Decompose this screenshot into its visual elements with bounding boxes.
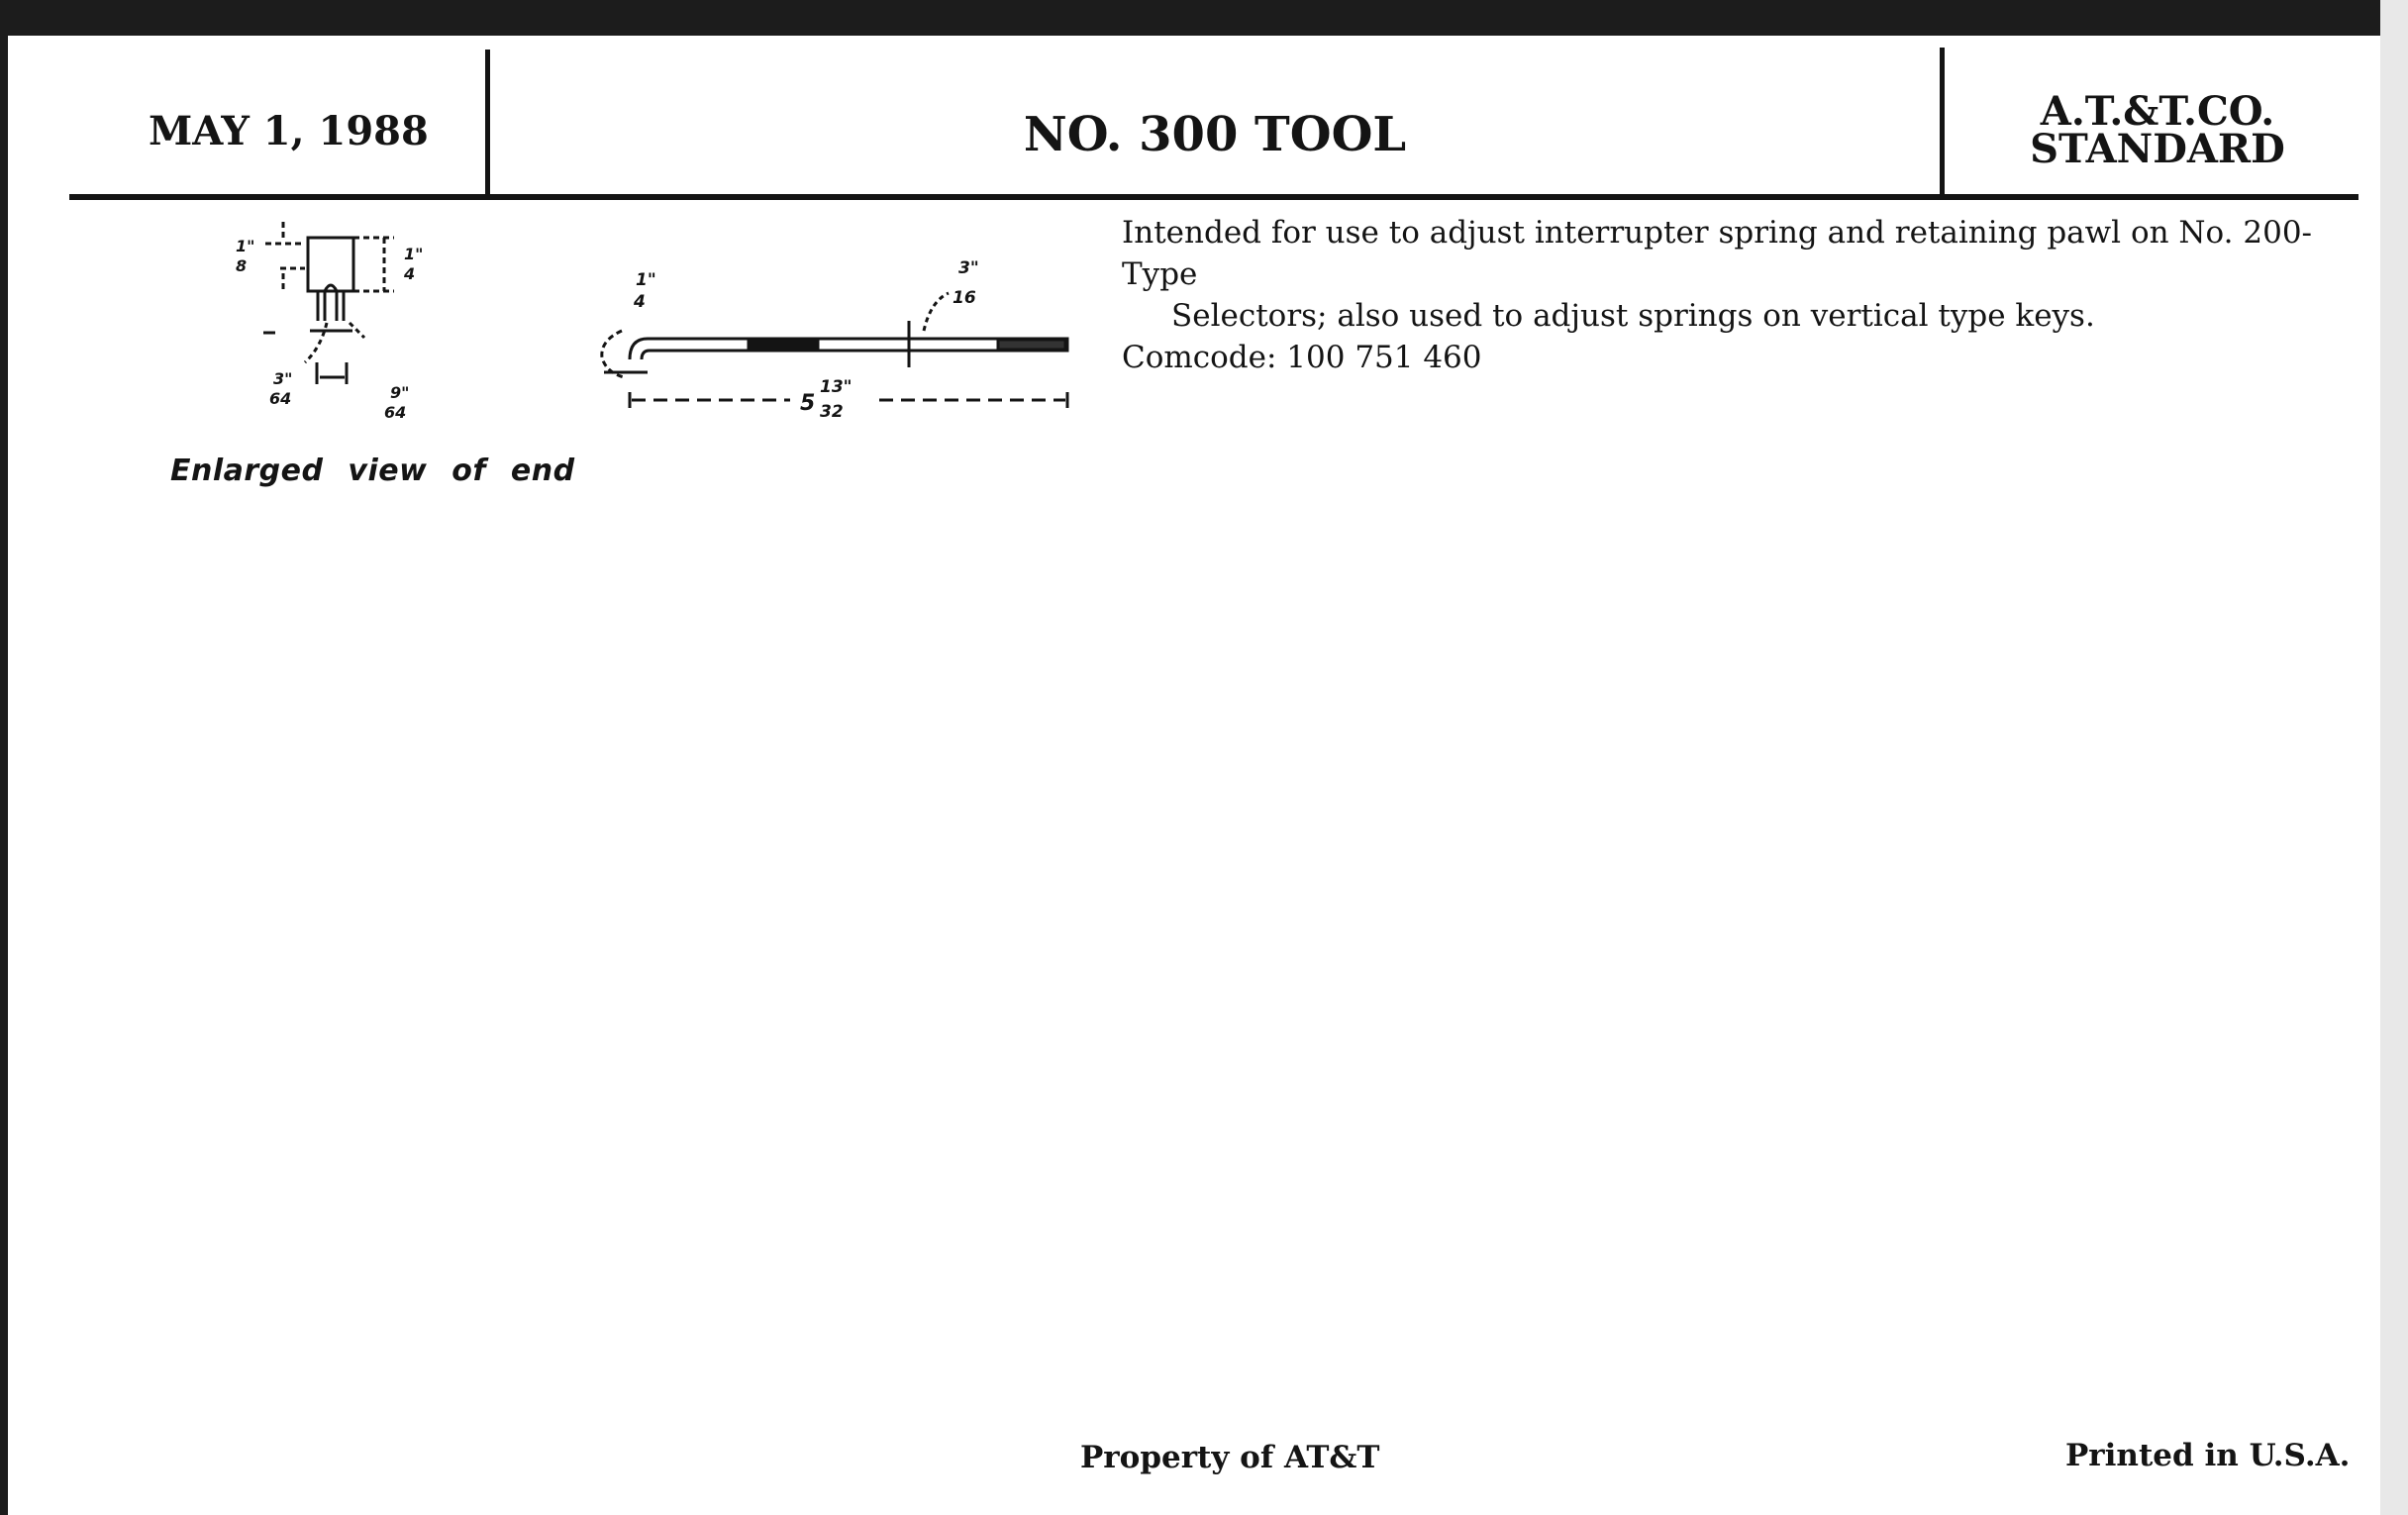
scan-edge <box>2380 0 2408 1515</box>
dim-dia-leader <box>924 293 949 331</box>
tool-description <box>1122 212 2330 378</box>
tool-knurl-1 <box>749 340 818 350</box>
footer-property: Property of AT&T <box>1080 1440 1380 1475</box>
card-title: NO. 300 TOOL <box>1023 107 1407 162</box>
description-line-1: Intended for use to adjust interrupter spring and retaining pawl on No. 200-Type <box>1122 215 2313 292</box>
footer-printed: Printed in U.S.A. <box>2065 1438 2351 1473</box>
dim-height-right <box>353 238 394 291</box>
dim-hook-num: 1" <box>636 270 656 290</box>
dim-right-num: 1" <box>404 245 424 263</box>
dim-height-top <box>265 222 305 291</box>
description-line-2: Selectors; also used to adjust springs on vertical type keys. <box>1171 298 2095 334</box>
comcode: Comcode: 100 751 460 <box>1122 340 1482 375</box>
dim-hook-leader <box>602 331 624 377</box>
dim-top-num: 1" <box>236 237 255 255</box>
dim-slot-width <box>317 362 347 384</box>
end-view-drawing <box>206 214 463 452</box>
dim-hook-den: 4 <box>634 292 646 312</box>
dim-leaders <box>305 323 364 362</box>
dim-top-den: 8 <box>236 256 248 275</box>
tool-end-outline <box>308 238 353 291</box>
dim-bottom-num: 9" <box>390 383 410 402</box>
dim-left-den: 64 <box>269 389 292 408</box>
card-date: MAY 1, 1988 <box>149 108 429 154</box>
standard-line-1: A.T.&T.CO. <box>2040 88 2275 135</box>
dim-dia-den: 16 <box>953 288 976 308</box>
dim-dia-num: 3" <box>958 258 979 278</box>
standard-line-2: STANDARD <box>2030 126 2285 172</box>
tool-knurl-2 <box>998 340 1065 350</box>
tool-side-drawing <box>582 224 1077 422</box>
end-view-caption: Enlarged view of end <box>170 454 575 488</box>
dim-bottom-den: 64 <box>384 403 407 422</box>
dim-left-num: 3" <box>273 369 293 388</box>
dim-right-den: 4 <box>404 264 416 283</box>
standard-label <box>1945 88 2370 172</box>
dim-len-den: 32 <box>820 402 844 422</box>
header-rule <box>69 194 2358 200</box>
tool-card <box>8 36 2380 1515</box>
dim-len-whole: 5 <box>800 391 816 416</box>
dim-len-num: 13" <box>820 377 853 397</box>
